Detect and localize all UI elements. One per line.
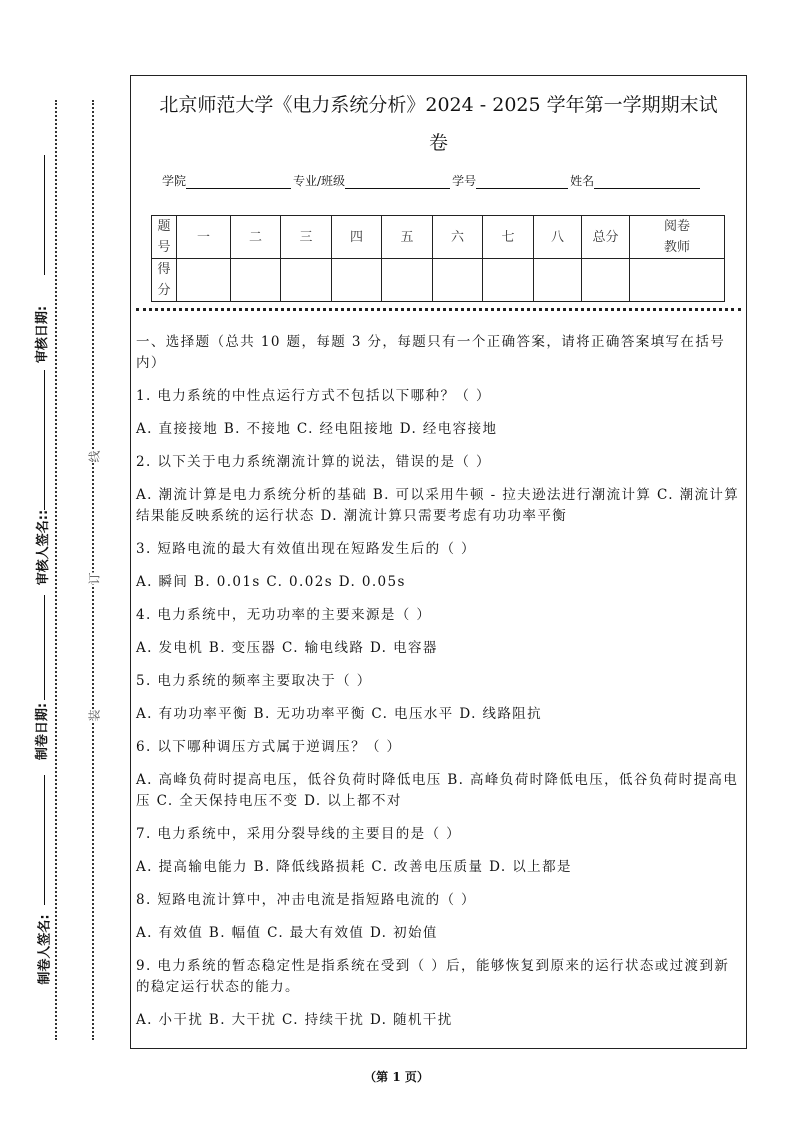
name-field[interactable] xyxy=(594,174,700,189)
options-9: A. 小干扰 B. 大干扰 C. 持续干扰 D. 随机干扰 xyxy=(136,1012,453,1028)
college-label: 学院 xyxy=(162,174,187,188)
options-6: A. 高峰负荷时提高电压，低谷负荷时降低电压 B. 高峰负荷时降低电压，低谷负荷时提高电压 C. 全天保持电压不变 D. 以上都不对 xyxy=(136,772,739,809)
col-3: 三 xyxy=(281,216,332,259)
make-date-label: 制卷日期: xyxy=(35,702,51,761)
questions-section xyxy=(136,332,742,1043)
header-char: 题 xyxy=(157,219,171,234)
score-cell[interactable] xyxy=(582,259,630,302)
question-1: 1. 电力系统的中性点运行方式不包括以下哪种？（ ） xyxy=(136,388,491,404)
grader-label: 阅卷 xyxy=(663,219,690,234)
name-label: 姓名 xyxy=(570,174,595,188)
binding-char: 装 xyxy=(87,709,102,722)
options-7: A. 提高输电能力 B. 降低线路损耗 C. 改善电压质量 D. 以上都是 xyxy=(136,859,572,875)
dotted-binding-line xyxy=(92,100,94,1040)
col-2: 二 xyxy=(231,216,281,259)
signature-line xyxy=(44,370,45,510)
maker-sign-label: 制卷人签名: xyxy=(37,914,53,985)
exam-title-cont: 卷 xyxy=(428,132,448,154)
question-9: 9. 电力系统的暂态稳定性是指系统在受到（ ）后，能够恢复到原来的运行状态或过渡到新的稳定运行状态的能力。 xyxy=(136,958,730,995)
options-4: A. 发电机 B. 变压器 C. 输电线路 D. 电容器 xyxy=(136,640,438,656)
score-cell[interactable] xyxy=(281,259,332,302)
dotted-seal-line xyxy=(55,100,57,1040)
grader-label: 教师 xyxy=(663,240,690,255)
options-8: A. 有效值 B. 幅值 C. 最大有效值 D. 初始值 xyxy=(136,925,438,941)
review-date-label: 审核日期: xyxy=(35,305,51,364)
question-8: 8. 短路电流计算中，冲击电流是指短路电流的（ ） xyxy=(136,892,476,908)
score-table xyxy=(151,215,725,302)
options-5: A. 有功功率平衡 B. 无功功率平衡 C. 电压水平 D. 线路阻抗 xyxy=(136,706,543,722)
score-cell[interactable] xyxy=(630,259,725,302)
college-field[interactable] xyxy=(186,174,291,189)
question-6: 6. 以下哪种调压方式属于逆调压？（ ） xyxy=(136,739,402,755)
binding-char: 线 xyxy=(87,450,102,463)
score-label: 得 xyxy=(157,262,171,277)
student-id-label: 学号 xyxy=(452,174,477,188)
col-5: 五 xyxy=(382,216,433,259)
header-char: 号 xyxy=(157,240,171,255)
question-7: 7. 电力系统中，采用分裂导线的主要目的是（ ） xyxy=(136,826,462,842)
col-total: 总分 xyxy=(582,216,630,259)
question-4: 4. 电力系统中，无功功率的主要来源是（ ） xyxy=(136,607,432,623)
exam-title: 北京师范大学《电力系统分析》2024 - 2025 学年第一学期期末试 xyxy=(159,94,718,116)
options-1: A. 直接接地 B. 不接地 C. 经电阻接地 D. 经电容接地 xyxy=(136,421,498,437)
signature-line xyxy=(44,775,45,905)
question-2: 2. 以下关于电力系统潮流计算的说法，错误的是（ ） xyxy=(136,454,491,470)
student-info xyxy=(162,172,702,189)
signature-line xyxy=(44,595,45,700)
binding-char: 订 xyxy=(87,572,102,585)
major-label: 专业/班级 xyxy=(293,174,346,188)
options-3: A. 瞬间 B. 0.01s C. 0.02s D. 0.05s xyxy=(136,574,406,590)
score-cell[interactable] xyxy=(332,259,382,302)
score-cell[interactable] xyxy=(534,259,582,302)
score-cell[interactable] xyxy=(231,259,281,302)
signature-line xyxy=(44,155,45,275)
col-8: 八 xyxy=(534,216,582,259)
score-cell[interactable] xyxy=(483,259,534,302)
score-cell[interactable] xyxy=(382,259,433,302)
score-cell[interactable] xyxy=(177,259,231,302)
options-2: A. 潮流计算是电力系统分析的基础 B. 可以采用牛顿 - 拉夫逊法进行潮流计算 C. 潮流计算结果能反映系统的运行状态 D. 潮流计算只需要考虑有功功率平衡 xyxy=(136,487,740,524)
score-cell[interactable] xyxy=(433,259,483,302)
col-1: 一 xyxy=(177,216,231,259)
section-heading: 一、选择题（总共 10 题，每题 3 分，每题只有一个正确答案，请将正确答案填写在括号内） xyxy=(136,334,726,371)
score-label: 分 xyxy=(157,283,171,298)
reviewer-sign-label: 审核人签名:: xyxy=(36,509,52,586)
question-3: 3. 短路电流的最大有效值出现在短路发生后的（ ） xyxy=(136,541,476,557)
col-4: 四 xyxy=(332,216,382,259)
col-6: 六 xyxy=(433,216,483,259)
major-field[interactable] xyxy=(345,174,450,189)
student-id-field[interactable] xyxy=(476,174,568,189)
question-5: 5. 电力系统的频率主要取决于（ ） xyxy=(136,673,372,689)
dotted-divider xyxy=(136,308,741,311)
page-number: （第 1 页） xyxy=(364,1070,429,1084)
col-7: 七 xyxy=(483,216,534,259)
